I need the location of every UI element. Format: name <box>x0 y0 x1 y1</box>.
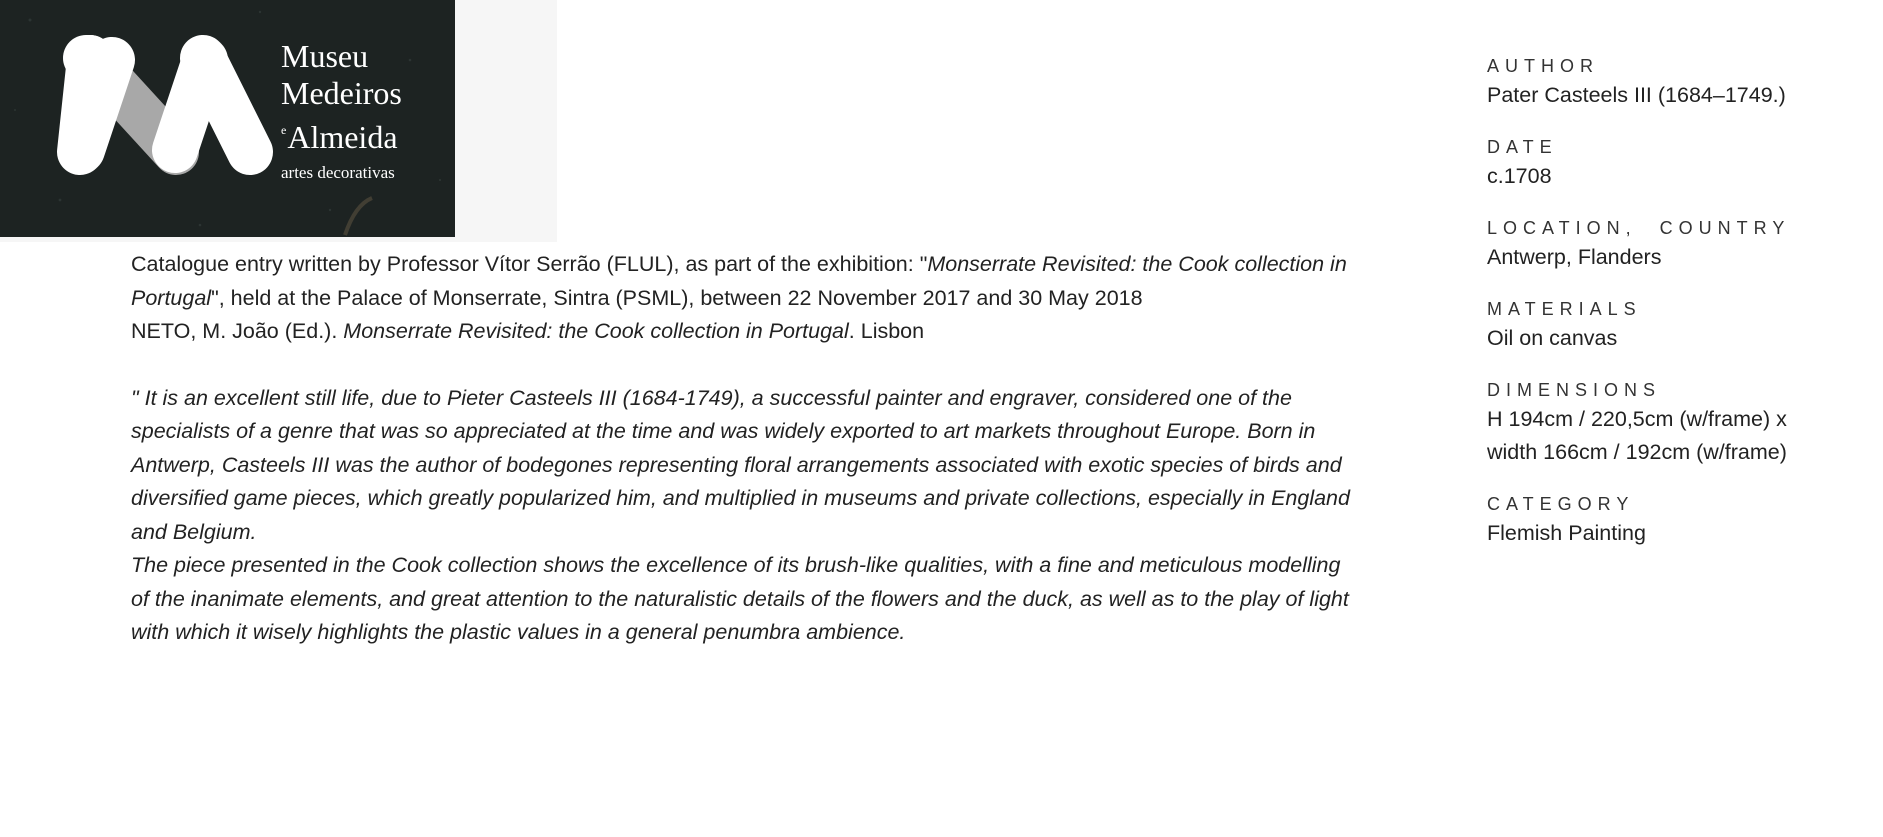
intro-text-2: ", held at the Palace of Monserrate, Sintra (PSML), between 22 November 2017 and 30 May 2018 <box>211 285 1143 310</box>
logo-name-line3 <box>281 112 402 156</box>
logo-name-line2: Medeiros <box>281 75 402 111</box>
reference-paragraph <box>131 315 1361 349</box>
intro-text-1: Catalogue entry written by Professor Vítor Serrão (FLUL), as part of the exhibition: " <box>131 252 928 276</box>
materials-value: Oil on canvas <box>1487 326 1618 350</box>
quote-paragraph-2: The piece presented in the Cook collection shows the excellence of its brush-like qualities, with a fine and meticulous modelling of the inanimate elements, and great attention to the naturalistic details of the flowers and the duck, as well as to the play of light with which it wisely highlights the plastic values in a general penumbra ambience. <box>131 553 1349 644</box>
author-value: Pater Casteels III (1684–1749.) <box>1487 83 1786 107</box>
catalogue-entry <box>131 248 1361 650</box>
exhibition-title: Monserrate Revisited: the Cook collection in Portugal <box>131 252 1347 310</box>
location-value: Antwerp, Flanders <box>1487 245 1662 269</box>
category-label: CATEGORY <box>1487 494 1635 514</box>
quote-paragraph-1: " It is an excellent still life, due to Pieter Casteels III (1684-1749), a successful painter and engraver, considered one of the specialists of a genre that was so appreciated at the time and was widely exported to art markets throughout Europe. Born in Antwerp, Casteels III was the author of bodegones representing floral arrangements associated with exotic species of birds and diversified game pieces, which greatly popularized him, and multiplied in museums and private collections, especially in England and Belgium. <box>131 385 1350 544</box>
author-label: AUTHOR <box>1487 56 1599 76</box>
date-section <box>1487 134 1877 193</box>
location-label: LOCATION, COUNTRY <box>1487 218 1791 238</box>
date-label: DATE <box>1487 137 1558 157</box>
logo-tagline: artes decorativas <box>281 163 395 182</box>
dimensions-value-line2: width 166cm / 192cm (w/frame) <box>1487 440 1787 464</box>
date-value: c.1708 <box>1487 164 1552 188</box>
dimensions-section <box>1487 377 1877 469</box>
author-section <box>1487 53 1877 112</box>
dimensions-label: DIMENSIONS <box>1487 380 1662 400</box>
materials-label: MATERIALS <box>1487 299 1642 319</box>
spacer <box>131 349 1361 382</box>
intro-paragraph <box>131 248 1361 315</box>
reference-text-2: . Lisbon <box>848 319 925 343</box>
reference-text-1: NETO, M. João (Ed.). <box>131 319 344 343</box>
museum-logo[interactable] <box>0 0 455 237</box>
materials-section <box>1487 296 1877 355</box>
reference-title: Monserrate Revisited: the Cook collection in Portugal <box>343 319 849 343</box>
category-section <box>1487 491 1877 550</box>
dimensions-value-line1: H 194cm / 220,5cm (w/frame) x <box>1487 407 1787 431</box>
logo-almeida: Almeida <box>287 119 398 155</box>
logo-name-line1: Museu <box>281 38 369 74</box>
artwork-details <box>1487 53 1877 572</box>
category-value: Flemish Painting <box>1487 521 1646 545</box>
logo-wordmark <box>281 38 402 184</box>
logo-e-prefix: e <box>281 123 287 137</box>
location-section <box>1487 215 1877 274</box>
